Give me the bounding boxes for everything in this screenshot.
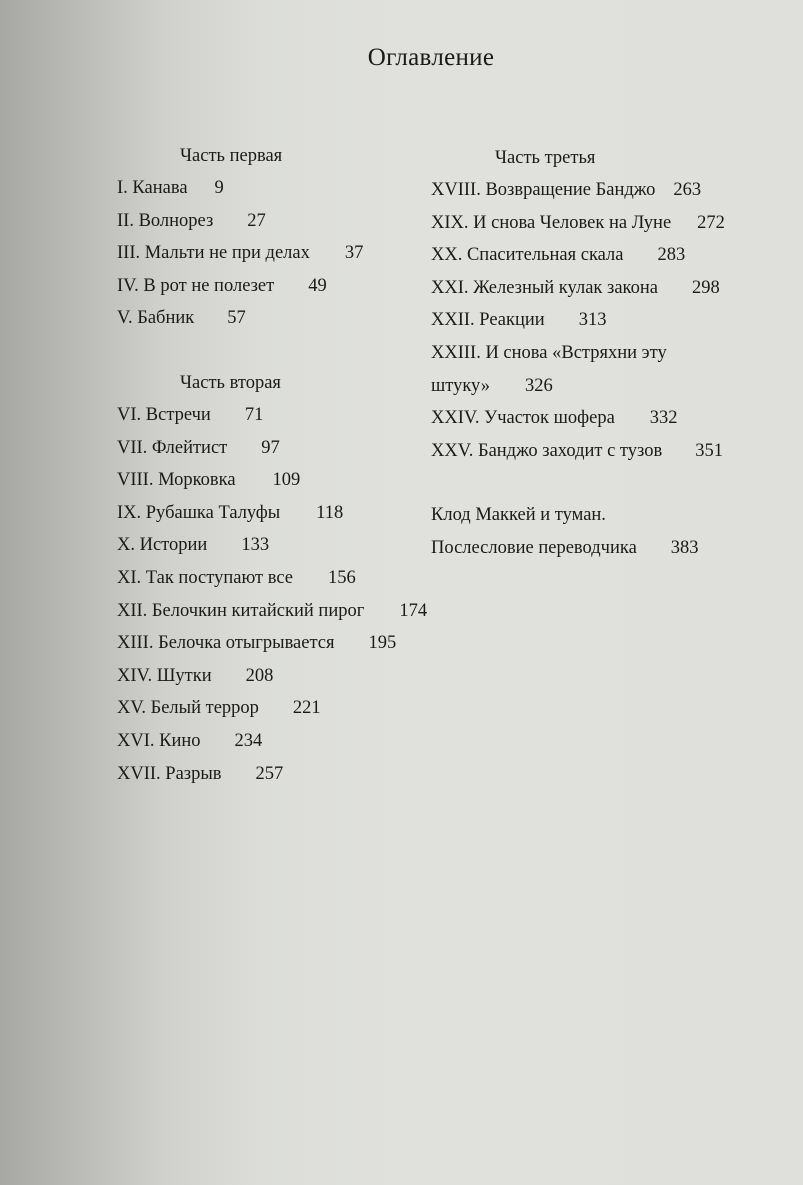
toc-right-column bbox=[431, 140, 771, 565]
toc-entry bbox=[117, 595, 437, 628]
entry-page: 234 bbox=[234, 730, 263, 751]
toc-entry bbox=[431, 304, 771, 337]
entry-title: II. Волнорез bbox=[117, 210, 214, 231]
entry-page: 49 bbox=[308, 275, 327, 296]
entry-title: XVI. Кино bbox=[117, 730, 201, 751]
toc-entry bbox=[117, 302, 437, 335]
afterword-entry bbox=[431, 499, 771, 532]
toc-entry bbox=[117, 562, 437, 595]
entry-title: XXI. Железный кулак закона bbox=[431, 277, 658, 298]
entry-page: 298 bbox=[691, 277, 720, 298]
toc-entry bbox=[117, 237, 437, 270]
toc-entry bbox=[117, 432, 437, 465]
entry-page: 156 bbox=[328, 567, 356, 588]
entry-page: 174 bbox=[399, 600, 428, 621]
entry-title: XV. Белый террор bbox=[117, 698, 259, 719]
toc-entry bbox=[431, 272, 771, 305]
toc-entry bbox=[431, 239, 771, 272]
toc-entry bbox=[117, 529, 437, 562]
afterword-title-line2: Послесловие переводчика bbox=[431, 537, 637, 558]
toc-entry bbox=[117, 497, 437, 530]
entry-title: IV. В рот не полезет bbox=[117, 275, 275, 296]
entry-page: 27 bbox=[247, 210, 266, 231]
toc-entry bbox=[117, 464, 437, 497]
entry-title: VIII. Морковка bbox=[117, 470, 236, 491]
entry-page: 283 bbox=[657, 245, 686, 266]
toc-entry bbox=[117, 660, 437, 693]
toc-entry bbox=[117, 627, 437, 660]
toc-entry bbox=[117, 399, 437, 432]
entry-page: 195 bbox=[368, 633, 397, 654]
entry-title: V. Бабник bbox=[117, 308, 195, 329]
entry-title: XIV. Шутки bbox=[117, 665, 212, 686]
entry-title: I. Канава bbox=[117, 178, 188, 198]
entry-page: 208 bbox=[245, 665, 274, 686]
entry-title-line2: штуку» bbox=[431, 375, 491, 396]
toc-entry bbox=[117, 758, 437, 791]
entry-title: IX. Рубашка Талуфы bbox=[117, 502, 281, 523]
entry-page: 37 bbox=[344, 243, 364, 264]
entry-page: 257 bbox=[255, 763, 284, 784]
part-heading-second: Часть вторая bbox=[180, 372, 281, 393]
entry-title: XVII. Разрыв bbox=[117, 763, 222, 784]
part-heading-first: Часть первая bbox=[180, 146, 283, 166]
entry-page: 272 bbox=[697, 212, 725, 233]
entry-page: 221 bbox=[292, 698, 321, 719]
entry-page: 133 bbox=[241, 535, 270, 556]
toc-entry bbox=[117, 205, 437, 238]
entry-page: 351 bbox=[695, 440, 723, 461]
entry-title: X. Истории bbox=[117, 535, 208, 556]
toc-entry bbox=[431, 435, 771, 468]
toc-entry bbox=[117, 270, 437, 303]
entry-title: XXIV. Участок шофера bbox=[431, 408, 615, 429]
entry-page: 332 bbox=[649, 408, 678, 429]
entry-page: 263 bbox=[673, 180, 702, 200]
toc-entry-multiline bbox=[431, 337, 771, 370]
entry-page: 71 bbox=[244, 404, 264, 425]
entry-page: 313 bbox=[578, 310, 607, 331]
entry-title: VII. Флейтист bbox=[117, 437, 228, 458]
entry-page: 109 bbox=[272, 470, 301, 491]
spacer bbox=[117, 335, 437, 367]
afterword-title-line1: Клод Маккей и туман. bbox=[431, 505, 606, 526]
entry-page: 326 bbox=[525, 375, 553, 396]
entry-page: 383 bbox=[670, 537, 699, 558]
toc-entry bbox=[117, 725, 437, 758]
entry-title: XII. Белочкин китайский пирог bbox=[117, 600, 365, 621]
entry-title: VI. Встречи bbox=[117, 404, 211, 425]
entry-title-line1: XXIII. И снова «Встряхни эту bbox=[431, 342, 667, 363]
entry-title: XI. Так поступают все bbox=[117, 567, 294, 588]
entry-page: 9 bbox=[214, 178, 224, 198]
entry-page: 118 bbox=[316, 502, 344, 523]
toc-left-column bbox=[117, 140, 437, 790]
toc-entry bbox=[117, 692, 437, 725]
page-title: Оглавление bbox=[367, 44, 495, 71]
entry-title: III. Мальти не при делах bbox=[117, 243, 310, 264]
entry-title: XIII. Белочка отыгрывается bbox=[117, 633, 335, 654]
toc-entry bbox=[117, 172, 437, 205]
entry-title: XXII. Реакции bbox=[431, 310, 545, 331]
entry-title: XIX. И снова Человек на Луне bbox=[431, 212, 672, 233]
entry-title: XVIII. Возвращение Банджо bbox=[431, 180, 656, 200]
toc-entry-multiline-continued bbox=[431, 370, 771, 403]
toc-entry bbox=[431, 174, 771, 207]
part-heading-third: Часть третья bbox=[495, 148, 596, 168]
spacer bbox=[431, 467, 771, 499]
toc-entry bbox=[431, 207, 771, 240]
entry-page: 97 bbox=[261, 437, 280, 458]
entry-page: 57 bbox=[227, 308, 246, 329]
entry-title: XXV. Банджо заходит с тузов bbox=[431, 440, 663, 461]
toc-entry bbox=[431, 402, 771, 435]
entry-title: XX. Спасительная скала bbox=[431, 245, 624, 266]
afterword-entry-continued bbox=[431, 532, 771, 565]
